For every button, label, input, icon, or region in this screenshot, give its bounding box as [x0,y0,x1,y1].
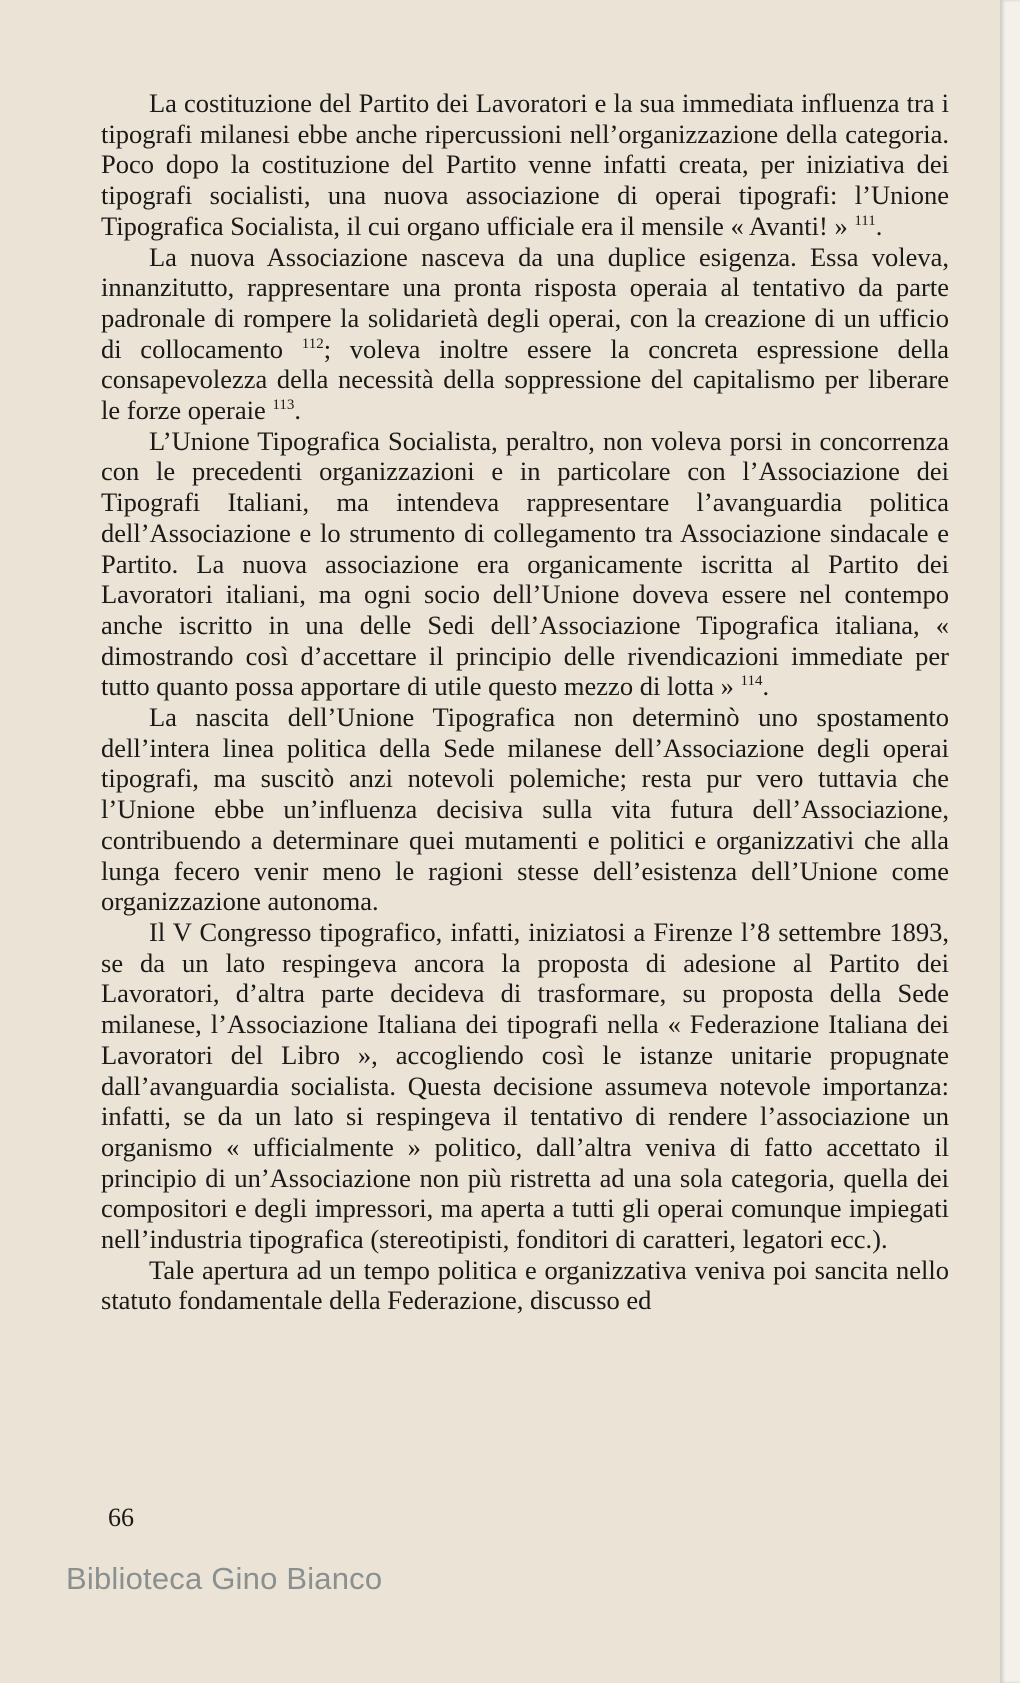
paragraph-3: L’Unione Tipografica Socialista, peraltro, non voleva porsi in concorrenza con le precedenti organizzazioni e in particolare con l’Associazione dei Tipografi Italiani, ma intendeva rappresentare l’avanguardia politica dell’Associazione e lo strumento di collegamento tra Associazione sindacale e Partito. La nuova associazione era organicamente iscritta al Partito dei Lavoratori italiani, ma ogni socio dell’Unione doveva essere nel contempo anche iscritto in una delle Sedi dell’Associazione Tipografica italiana, « dimostrando così d’accettare il principio delle rivendicazioni immediate per tutto quanto possa apportare di utile questo mezzo di lotta » $^{114}$. [101,425,949,702]
paragraph-5: Il V Congresso tipografico, infatti, iniziatosi a Firenze l’8 settembre 1893, se da un lato respingeva ancora la proposta di adesione al Partito dei Lavoratori, d’altra parte decideva di trasformare, su proposta della Sede milanese, l’Associazione Italiana dei tipografi nella « Federazione Italiana dei Lavoratori del Libro », accogliendo così le istanze unitarie propugnate dall’avanguardia socialista. Questa decisione assumeva notevole importanza: infatti, se da un lato si respingeva il tentativo di rendere l’associazione un organismo « ufficialmente » politico, dall’altra veniva di fatto accettato il principio di un’Associazione non più ristretta ad una sola categoria, quella dei compositori e degli impressori, ma aperta a tutti gli operai comunque impiegati nell’industria tipografica (stereotipisti, fonditori di caratteri, legatori ecc.). [101,916,949,1255]
paragraph-6: Tale apertura ad un tempo politica e organizzativa veniva poi sancita nello statuto fondamentale della Federazione, discusso ed [101,1254,949,1316]
footnote-ref-113: 113 [272,397,295,414]
watermark: Biblioteca Gino Bianco [66,1561,383,1596]
body-text [101,88,949,1316]
footnote-ref-111: 111 [854,212,876,229]
paragraph-2: La nuova Associazione nasceva da una duplice esigenza. Essa voleva, innanzitutto, rappresentare una pronta risposta operaia al tentativo da parte padronale di rompere la solidarietà degli operai, con la creazione di un ufficio di collocamento $^{112}$; voleva inoltre essere la concreta espressione della consapevolezza della necessità della soppressione del capitalismo per liberare le forze operaie $^{113}$. [101,241,949,426]
page-edge [1000,0,1020,1683]
paragraph-4: La nascita dell’Unione Tipografica non determinò uno spostamento dell’intera linea politica della Sede milanese dell’Associazione degli operai tipografi, ma suscitò anzi notevoli polemiche; resta pur vero tuttavia che l’Unione ebbe un’influenza decisiva sulla vita futura dell’Associazione, contribuendo a determinare quei mutamenti e politici e organizzativi che alla lunga fecero venir meno le ragioni stesse dell’esistenza dell’Unione come organizzazione autonoma. [101,702,949,917]
footnote-ref-114: 114 [740,673,763,690]
page-number: 66 [108,1503,134,1532]
paragraph-1: La costituzione del Partito dei Lavoratori e la sua immediata influenza tra i tipografi milanesi ebbe anche ripercussioni nell’organizzazione della categoria. Poco dopo la costituzione del Partito venne infatti creata, per iniziativa dei tipografi socialisti, una nuova associazione di operai tipografi: l’Unione Tipografica Socialista, il cui organo ufficiale era il mensile « Avanti! » $^{111}$. [101,88,949,241]
footnote-ref-112: 112 [301,335,324,352]
